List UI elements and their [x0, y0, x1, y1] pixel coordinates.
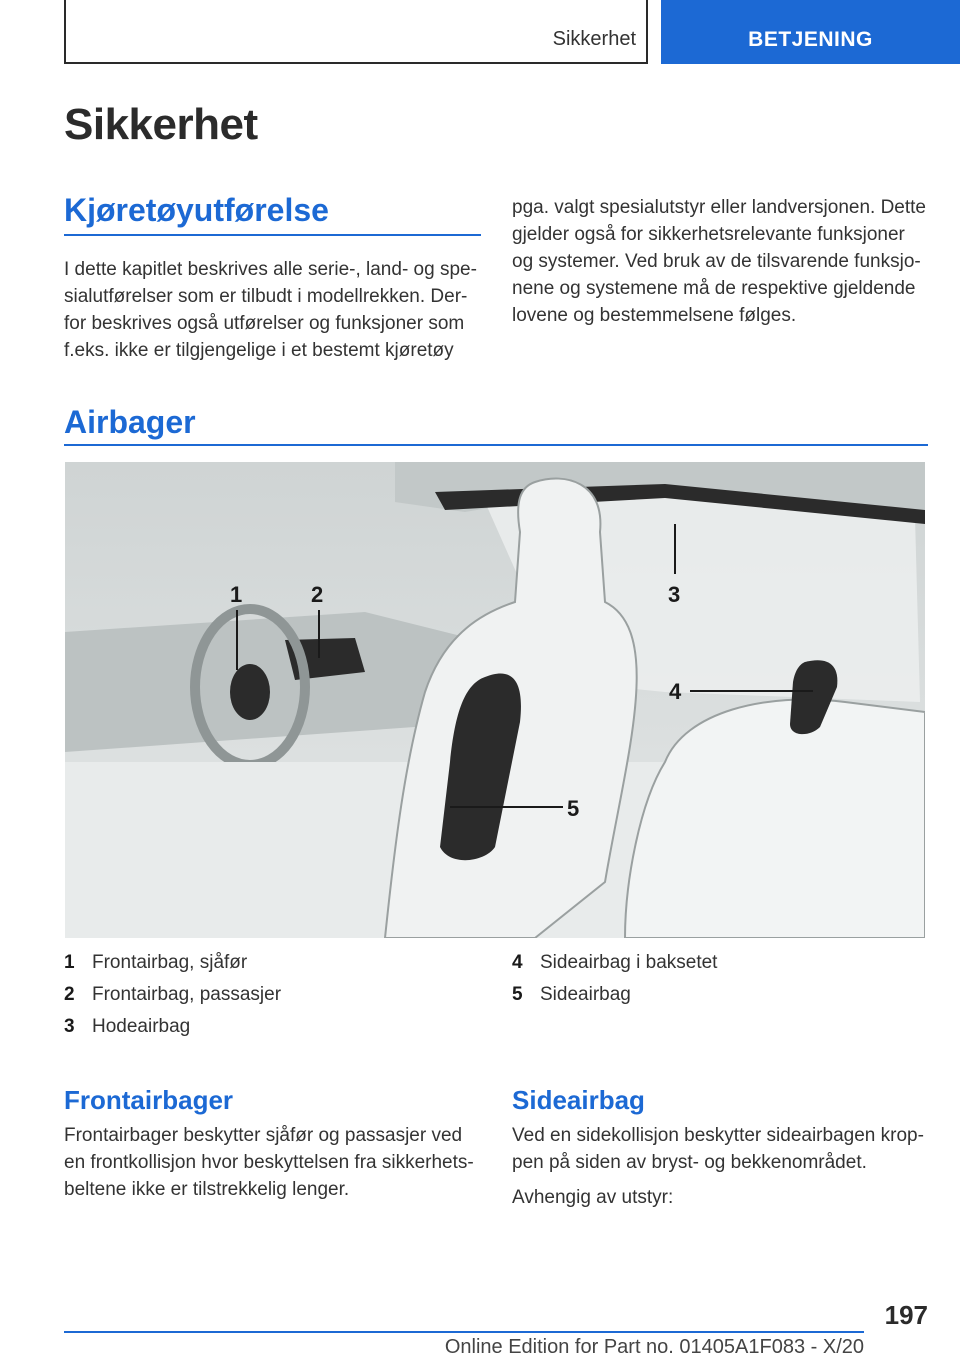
legend-item-number: 1 — [64, 952, 75, 973]
header-section-box — [64, 0, 648, 64]
side-airbag-paragraph-1: Ved en sidekollisjon beskytter sideairbagen krop-pen på siden av bryst- og bekkenområdet. — [512, 1125, 924, 1173]
vehicle-design-rule — [64, 234, 481, 236]
vehicle-design-paragraph-2: pga. valgt spesialutstyr eller landversjonen. Dette gjelder også for sikkerhetsrelevante funksjoner og systemer. Ved bruk av de tilsvarende funksjo-nene og systemene må de respektive gjeldende lovene og bestemmelsene følges. — [512, 197, 927, 326]
side-airbag-text — [512, 1122, 930, 1219]
callout-2: 2 — [311, 582, 324, 607]
front-airbags-paragraph: Frontairbager beskytter sjåfør og passasjer ved en frontkollisjon hvor beskyttelsen fra sikkerhets-beltene ikke er tilstrekkelig lenger. — [64, 1125, 474, 1200]
legend-item-number: 3 — [64, 1016, 75, 1037]
airbag-illustration-drawing — [65, 462, 925, 938]
header-chapter-label: BETJENING — [748, 28, 873, 51]
header-chapter-tab[interactable] — [661, 0, 960, 64]
legend-item-number: 2 — [64, 984, 75, 1005]
airbags-rule — [64, 444, 928, 446]
airbag-illustration — [65, 462, 925, 938]
vehicle-design-text-col1 — [64, 256, 482, 372]
airbags-heading: Airbager — [64, 404, 196, 440]
front-airbags-text — [64, 1122, 484, 1211]
driver-front-airbag — [230, 664, 270, 720]
side-airbag-heading: Sideairbag — [512, 1085, 645, 1115]
header-section-title: Sikkerhet — [552, 28, 636, 50]
legend-item-label: Frontairbag, sjåfør — [92, 952, 248, 973]
page-number: 197 — [884, 1300, 928, 1330]
callout-1: 1 — [230, 582, 243, 607]
page-title: Sikkerhet — [64, 100, 258, 149]
legend-item-number: 5 — [512, 984, 523, 1005]
legend-item-label: Sideairbag i baksetet — [540, 952, 718, 973]
legend-item-label: Sideairbag — [540, 984, 631, 1005]
legend-item-label: Frontairbag, passasjer — [92, 984, 282, 1005]
airbag-legend — [64, 952, 928, 1042]
callout-5: 5 — [567, 796, 580, 821]
front-airbags-heading: Frontairbager — [64, 1085, 234, 1115]
legend-item-number: 4 — [512, 952, 523, 973]
legend-item-label: Hodeairbag — [92, 1016, 191, 1037]
vehicle-design-heading: Kjøretøyutførelse — [64, 192, 329, 228]
callout-4: 4 — [669, 679, 682, 704]
footer-edition: Online Edition for Part no. 01405A1F083 - X/20 — [444, 1336, 864, 1358]
side-airbag-paragraph-2: Avhengig av utstyr: — [512, 1187, 674, 1208]
footer-rule — [64, 1331, 864, 1333]
vehicle-design-text-col2 — [512, 194, 926, 337]
vehicle-design-paragraph-1: I dette kapitlet beskrives alle serie-, land- og spe-sialutførelser som er tilbudt i modellrekken. Der-for beskrives også utførelser og funksjoner som f.eks. ikke er tilgjengelige i et bestemt kjøretøy — [64, 259, 477, 361]
callout-3: 3 — [668, 582, 681, 607]
